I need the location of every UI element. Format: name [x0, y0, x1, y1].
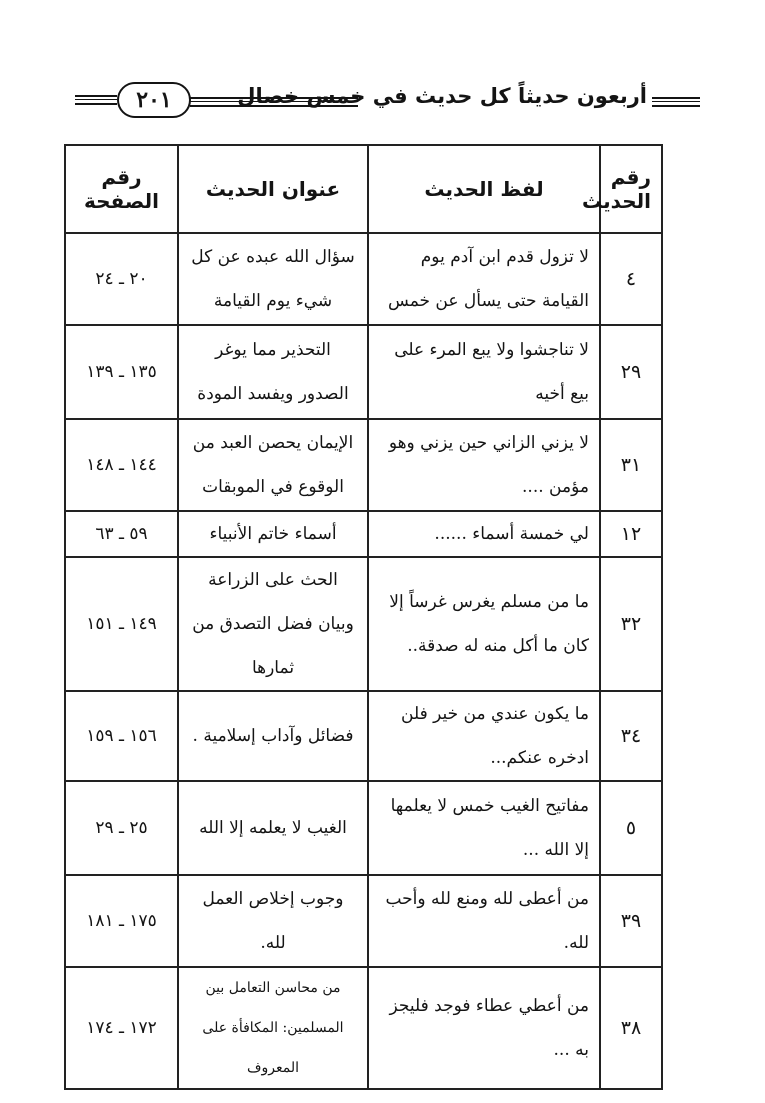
table-row	[65, 511, 662, 557]
table-row	[65, 691, 662, 781]
hadith-number: ٣٩	[600, 875, 662, 967]
page-range: ٥٩ ـ ٦٣	[65, 511, 178, 557]
page-range: ٢٥ ـ ٢٩	[65, 781, 178, 875]
hadith-title: فضائل وآداب إسلامية .	[178, 691, 368, 781]
hadith-title: التحذير مما يوغر الصدور ويفسد المودة	[178, 325, 368, 419]
hadith-text: ما يكون عندي من خير فلن ادخره عنكم...	[368, 691, 600, 781]
header-rule-left	[75, 95, 117, 105]
page-range: ١٧٢ ـ ١٧٤	[65, 967, 178, 1089]
hadith-text: من أعطي عطاء فوجد فليجز به ...	[368, 967, 600, 1089]
header-rule-right	[652, 97, 700, 107]
hadith-text: لي خمسة أسماء ......	[368, 511, 600, 557]
page-range: ١٥٦ ـ ١٥٩	[65, 691, 178, 781]
page-range: ١٤٩ ـ ١٥١	[65, 557, 178, 691]
hadith-title: الحث على الزراعة وبيان فضل التصدق من ثمارها	[178, 557, 368, 691]
column-header-hadith-text: لفظ الحديث	[368, 145, 600, 233]
column-header-hadith-number: رقم الحديث	[600, 145, 662, 233]
hadith-index-table	[64, 144, 663, 1090]
page-number-badge	[117, 82, 191, 118]
column-header-page-number: رقم الصفحة	[65, 145, 178, 233]
page-range: ١٧٥ ـ ١٨١	[65, 875, 178, 967]
hadith-text: لا تزول قدم ابن آدم يوم القيامة حتى يسأل عن خمس	[368, 233, 600, 325]
hadith-number: ٢٩	[600, 325, 662, 419]
hadith-number: ٥	[600, 781, 662, 875]
hadith-text: لا تناجشوا ولا يبع المرء على بيع أخيه	[368, 325, 600, 419]
table-header-row	[65, 145, 662, 233]
table-row	[65, 325, 662, 419]
table-row	[65, 875, 662, 967]
table-row	[65, 557, 662, 691]
hadith-number: ٤	[600, 233, 662, 325]
table-row	[65, 233, 662, 325]
hadith-text: من أعطى لله ومنع لله وأحب لله.	[368, 875, 600, 967]
hadith-text: مفاتيح الغيب خمس لا يعلمها إلا الله ...	[368, 781, 600, 875]
hadith-title: الغيب لا يعلمه إلا الله	[178, 781, 368, 875]
hadith-number: ٣٢	[600, 557, 662, 691]
page-range: ٢٠ ـ ٢٤	[65, 233, 178, 325]
hadith-title: من محاسن التعامل بين المسلمين: المكافأة على المعروف	[178, 967, 368, 1089]
hadith-title: الإيمان يحصن العبد من الوقوع في الموبقات	[178, 419, 368, 511]
page-number: ٢٠١	[117, 82, 191, 118]
page-header	[0, 0, 765, 130]
hadith-title: سؤال الله عبده عن كل شيء يوم القيامة	[178, 233, 368, 325]
page-range: ١٤٤ ـ ١٤٨	[65, 419, 178, 511]
hadith-title: وجوب إخلاص العمل لله.	[178, 875, 368, 967]
book-title: أربعون حديثاً كل حديث في خمس خصال	[237, 84, 647, 108]
table-row	[65, 781, 662, 875]
hadith-text: لا يزني الزاني حين يزني وهو مؤمن ....	[368, 419, 600, 511]
hadith-number: ٣٤	[600, 691, 662, 781]
hadith-number: ٣١	[600, 419, 662, 511]
table-row	[65, 419, 662, 511]
table-row	[65, 967, 662, 1089]
hadith-text: ما من مسلم يغرس غرساً إلا كان ما أكل منه له صدقة..	[368, 557, 600, 691]
page-range: ١٣٥ ـ ١٣٩	[65, 325, 178, 419]
hadith-number: ١٢	[600, 511, 662, 557]
hadith-title: أسماء خاتم الأنبياء	[178, 511, 368, 557]
column-header-hadith-title: عنوان الحديث	[178, 145, 368, 233]
hadith-number: ٣٨	[600, 967, 662, 1089]
